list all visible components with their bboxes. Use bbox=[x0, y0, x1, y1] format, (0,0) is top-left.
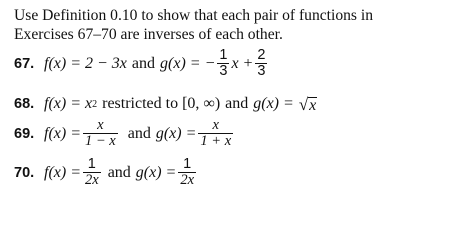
function-g-middle: x + bbox=[231, 54, 254, 72]
fraction-denominator: 2x bbox=[180, 172, 195, 188]
exercise-70 bbox=[14, 157, 198, 188]
fraction-g bbox=[178, 157, 196, 188]
fraction-numerator: x bbox=[212, 117, 219, 133]
fraction-denominator: 2x bbox=[85, 172, 99, 188]
square-root bbox=[299, 96, 317, 113]
fraction-numerator: 1 bbox=[219, 47, 228, 63]
exercise-68 bbox=[14, 95, 317, 113]
and-connector: and bbox=[225, 95, 249, 112]
exercise-number: 70. bbox=[14, 164, 35, 181]
function-g-lhs: g(x) = bbox=[155, 124, 197, 142]
function-g-lhs: g(x) = bbox=[135, 163, 177, 181]
fraction-denominator: 3 bbox=[219, 63, 228, 79]
and-connector: and bbox=[127, 124, 151, 142]
function-f-lhs: f(x) = bbox=[44, 124, 81, 142]
function-g-lhs: g(x) = − bbox=[160, 54, 216, 72]
exponent: 2 bbox=[92, 98, 98, 110]
instructions-line-2: Exercises 67–70 are inverses of each other. bbox=[14, 26, 283, 43]
fraction-numerator: 1 bbox=[183, 156, 192, 172]
function-f-expression: f(x) = x bbox=[44, 95, 93, 112]
fraction-denominator: 3 bbox=[257, 63, 266, 79]
exercise-number: 68. bbox=[14, 96, 35, 112]
fraction-numerator: 1 bbox=[87, 156, 96, 172]
fraction-g bbox=[198, 118, 233, 149]
fraction-one-third bbox=[217, 48, 229, 79]
instructions-paragraph bbox=[14, 6, 444, 44]
and-connector: and bbox=[107, 163, 131, 181]
fraction-two-thirds bbox=[255, 48, 267, 79]
fraction-f bbox=[83, 157, 101, 188]
fraction-denominator: 1 + x bbox=[200, 133, 232, 149]
instructions-line-1: Use Definition 0.10 to show that each pair of functions in bbox=[14, 7, 374, 24]
radicand: x bbox=[309, 96, 317, 114]
fraction-f bbox=[83, 118, 118, 149]
and-connector: and bbox=[131, 54, 156, 72]
fraction-numerator: x bbox=[97, 117, 104, 133]
fraction-denominator: 1 − x bbox=[85, 133, 116, 149]
domain-restriction: restricted to [0, ∞) bbox=[102, 95, 221, 112]
exercise-67 bbox=[14, 48, 269, 79]
fraction-numerator: 2 bbox=[257, 47, 266, 63]
function-f-lhs: f(x) = bbox=[44, 163, 81, 181]
function-f-expression: f(x) = 2 − 3x bbox=[44, 54, 127, 72]
exercise-69 bbox=[14, 118, 235, 149]
exercise-number: 67. bbox=[14, 55, 35, 72]
radical-sign: √ bbox=[298, 94, 309, 114]
function-g-lhs: g(x) = bbox=[253, 95, 294, 112]
exercise-number: 69. bbox=[14, 125, 35, 142]
